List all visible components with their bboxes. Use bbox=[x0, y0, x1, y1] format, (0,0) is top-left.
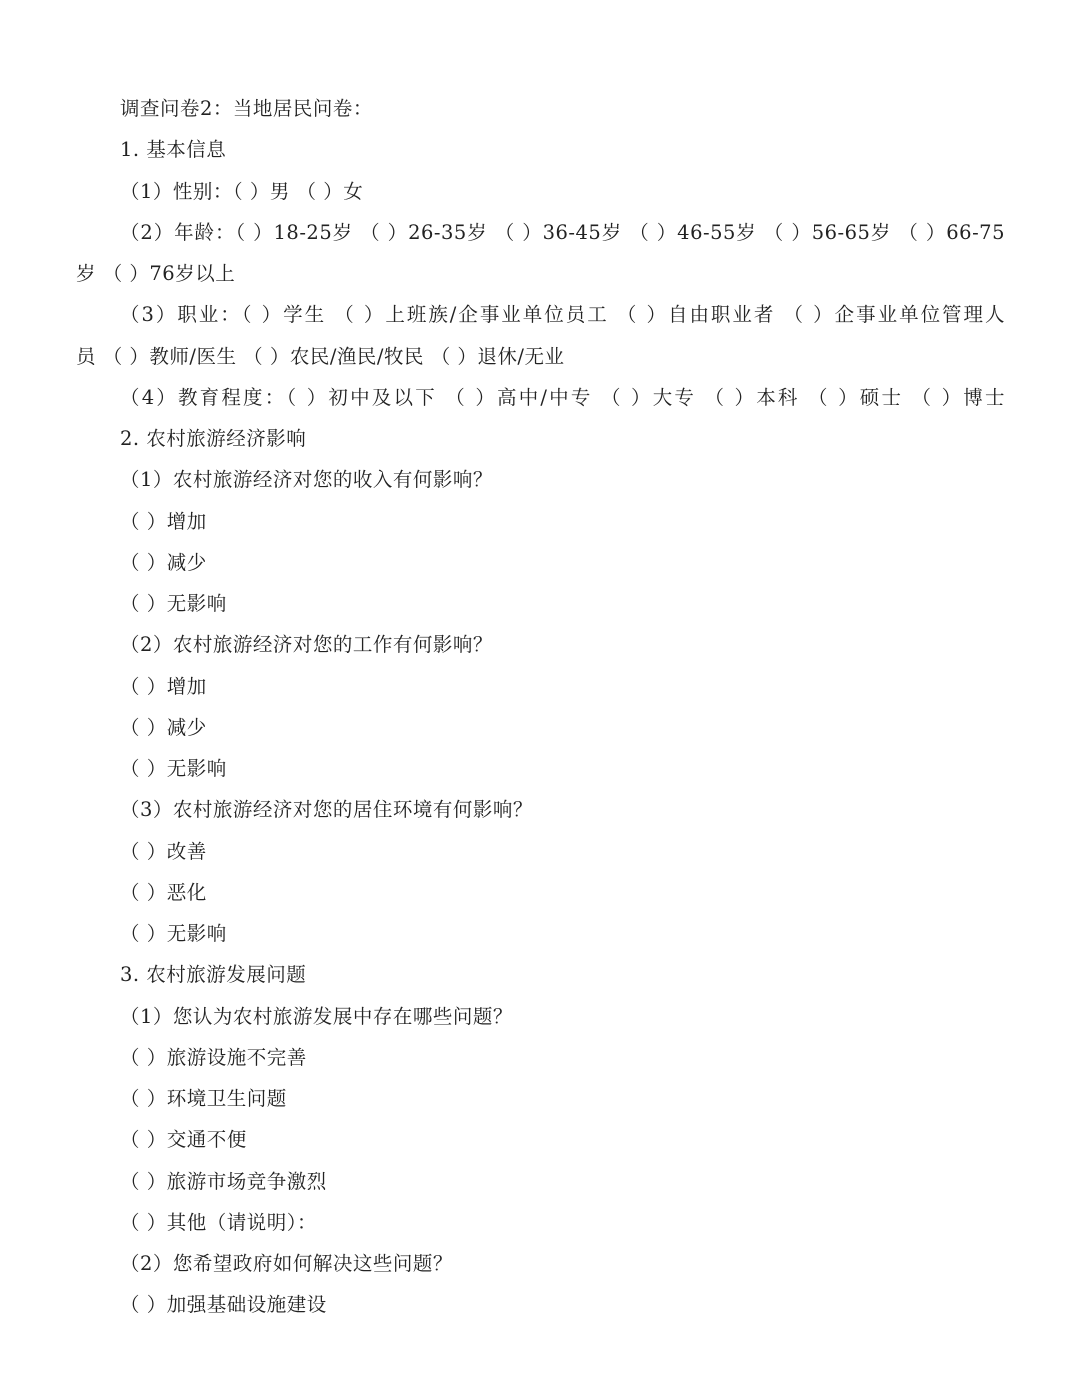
section-heading: 2. 农村旅游经济影响 bbox=[120, 427, 307, 450]
option: （ ）无影响 bbox=[120, 757, 227, 780]
document-title: 调查问卷2：当地居民问卷： bbox=[120, 97, 373, 120]
option: （ ）减少 bbox=[120, 550, 207, 574]
question-age-continued: 岁 （ ）76岁以上 bbox=[76, 262, 236, 285]
question: （3）农村旅游经济对您的居住环境有何影响？ bbox=[120, 798, 533, 822]
section-heading: 1. 基本信息 bbox=[120, 138, 227, 162]
option: （ ）旅游市场竞争激烈 bbox=[120, 1169, 327, 1193]
section-heading: 3. 农村旅游发展问题 bbox=[120, 963, 307, 987]
option: （ ）增加 bbox=[120, 509, 207, 533]
question-occupation-continued: 员 （ ）教师/医生 （ ）农民/渔民/牧民 （ ）退休/无业 bbox=[76, 344, 565, 368]
option: （ ）无影响 bbox=[120, 592, 227, 615]
option: （ ）恶化 bbox=[120, 880, 207, 904]
option: （ ）改善 bbox=[120, 839, 207, 863]
question-education: （4）教育程度：（ ）初中及以下 （ ）高中/中专 （ ）大专 （ ）本科 （ ）硕士 （ ）博士 bbox=[120, 385, 1005, 409]
question: （2）农村旅游经济对您的工作有何影响？ bbox=[120, 633, 493, 657]
question: （1）农村旅游经济对您的收入有何影响？ bbox=[120, 468, 493, 492]
question-gender: （1）性别：（ ）男 （ ）女 bbox=[120, 179, 364, 203]
option: （ ）环境卫生问题 bbox=[120, 1087, 287, 1110]
option: （ ）交通不便 bbox=[120, 1128, 247, 1152]
question-occupation: （3）职业：（ ）学生 （ ）上班族/企事业单位员工 （ ）自由职业者 （ ）企事业单位管理人 bbox=[120, 303, 1005, 327]
option: （ ）减少 bbox=[120, 715, 207, 739]
option: （ ）旅游设施不完善 bbox=[120, 1045, 307, 1069]
option: （ ）无影响 bbox=[120, 922, 227, 945]
option: （ ）其他（请说明）： bbox=[120, 1210, 317, 1234]
option: （ ）增加 bbox=[120, 674, 207, 698]
question: （1）您认为农村旅游发展中存在哪些问题？ bbox=[120, 1004, 513, 1028]
option: （ ）加强基础设施建设 bbox=[120, 1293, 327, 1317]
questionnaire-document bbox=[0, 88, 1080, 1326]
question: （2）您希望政府如何解决这些问题？ bbox=[120, 1252, 453, 1275]
question-age: （2）年龄：（ ）18-25岁 （ ）26-35岁 （ ）36-45岁 （ ）46-55岁 （ ）56-65岁 （ ）66-75 bbox=[120, 220, 1005, 244]
